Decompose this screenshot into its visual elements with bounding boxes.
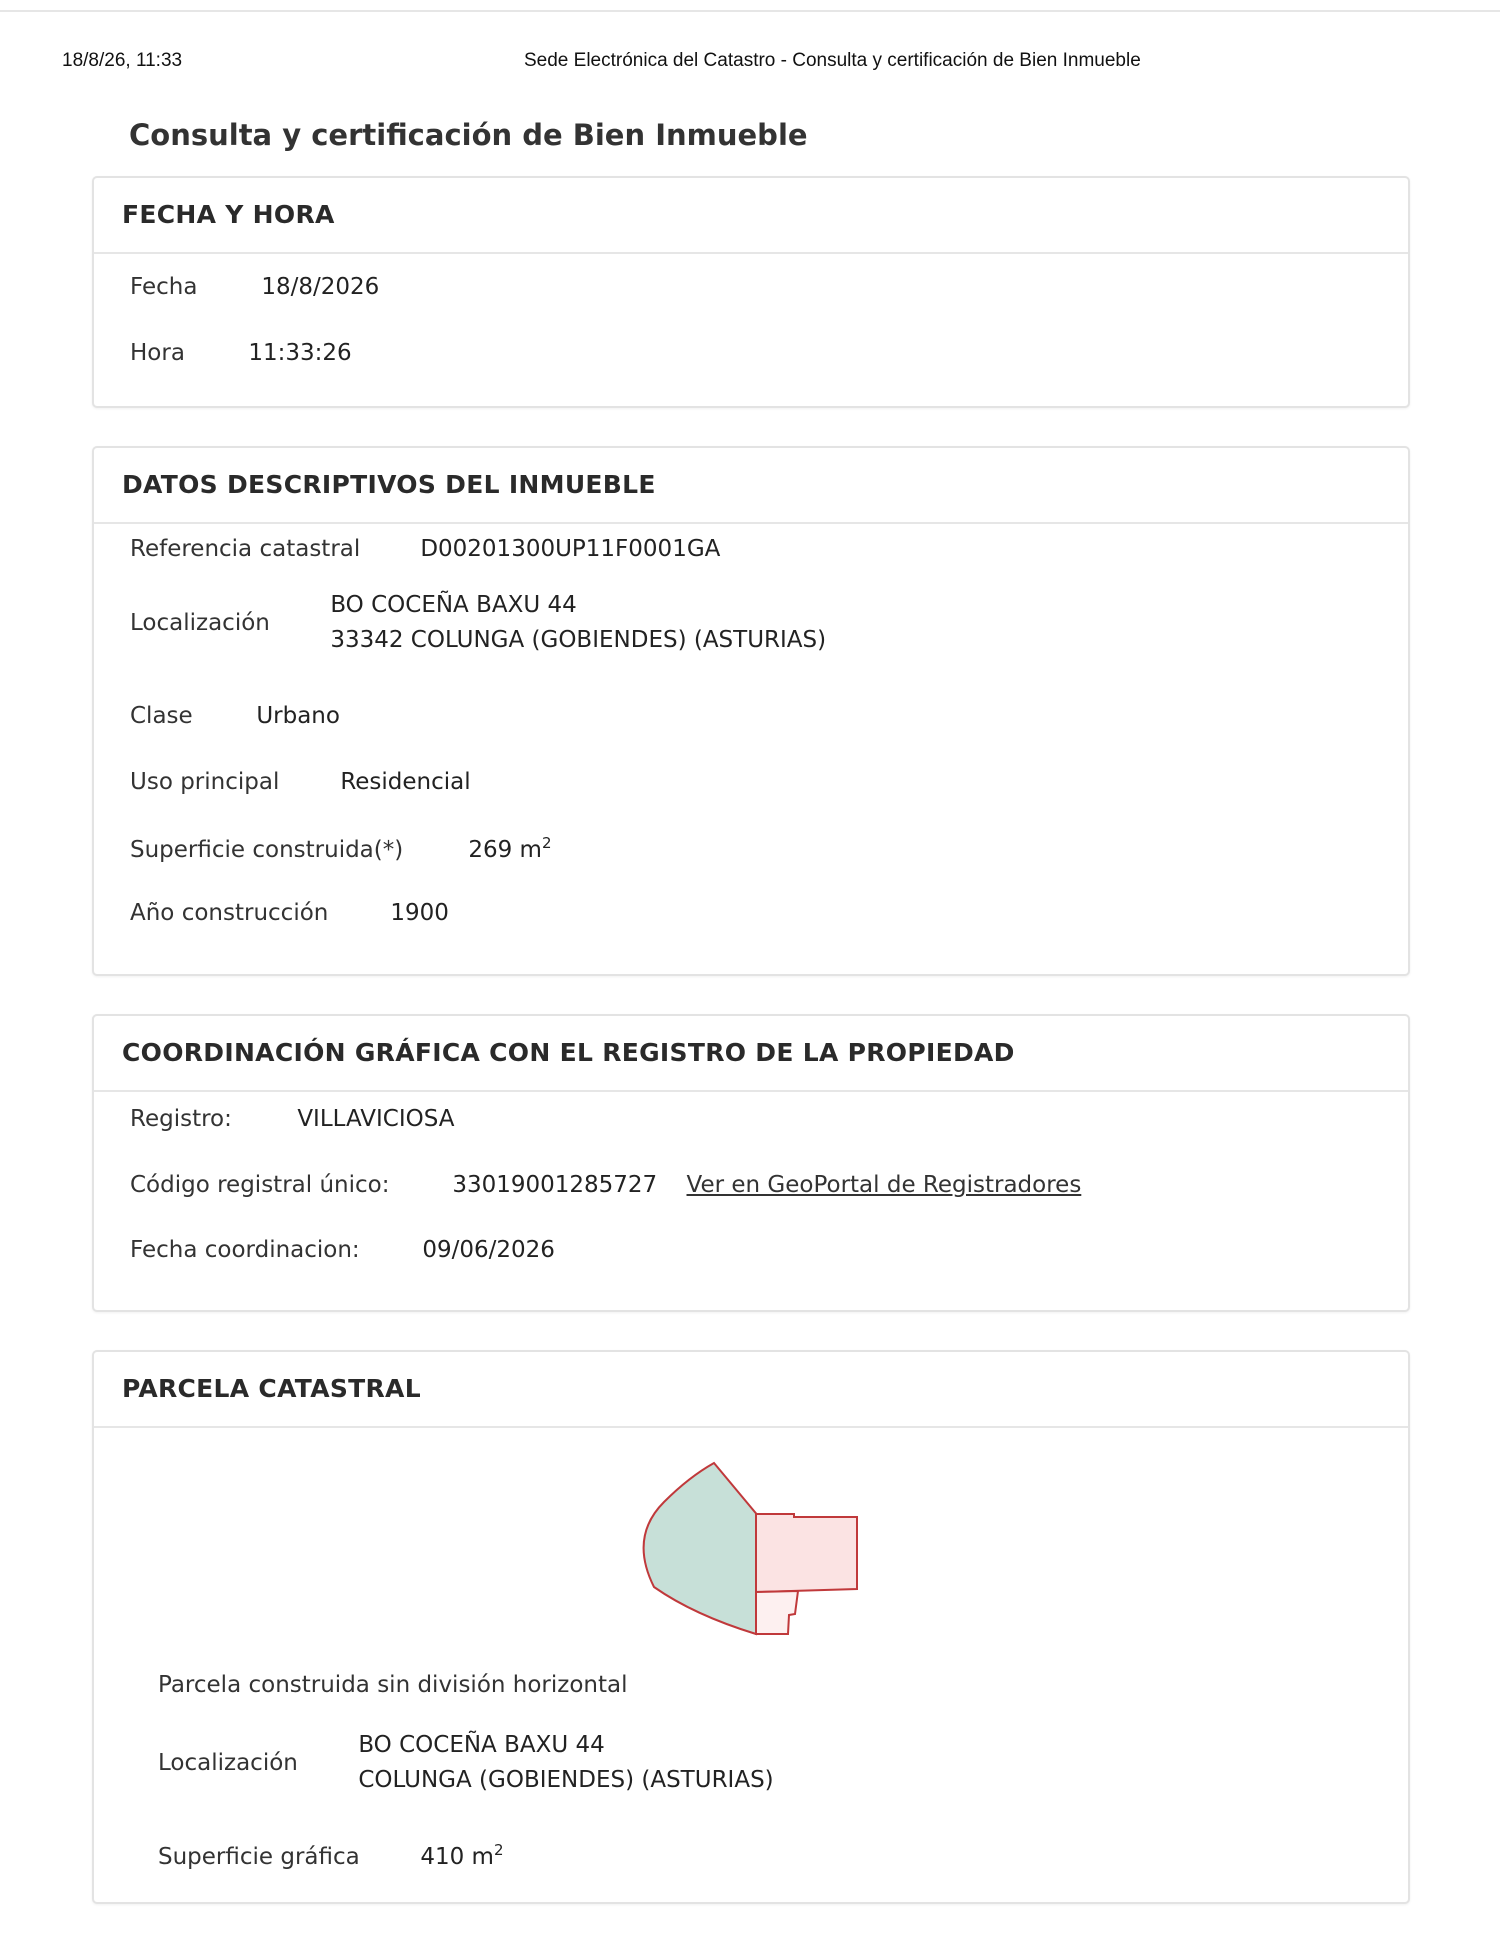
coordinacion-header: [94, 1016, 1408, 1092]
hora-row: [130, 340, 352, 366]
localizacion-label: Localización: [130, 610, 270, 636]
parcela-card: [92, 1350, 1410, 1904]
fecha-coordinacion-label: Fecha coordinacion:: [130, 1237, 360, 1263]
clase-value: Urbano: [256, 703, 340, 729]
coordinacion-heading: COORDINACIÓN GRÁFICA CON EL REGISTRO DE LA PROPIEDAD: [122, 1038, 1015, 1067]
uso-row: [130, 769, 471, 795]
parcela-descripcion: Parcela construida sin división horizontal: [158, 1672, 628, 1698]
parcela-localizacion-value: [358, 1728, 773, 1798]
localizacion-value: [330, 588, 826, 658]
top-rule: [0, 10, 1500, 12]
hora-value: 11:33:26: [248, 340, 352, 366]
parcela-superficie-number: 410 m: [420, 1844, 494, 1870]
superficie-label: Superficie construida(*): [130, 837, 404, 863]
parcel-map: [634, 1457, 894, 1647]
registro-value: VILLAVICIOSA: [297, 1106, 455, 1132]
parcela-localizacion-line2: COLUNGA (GOBIENDES) (ASTURIAS): [358, 1767, 774, 1793]
referencia-label: Referencia catastral: [130, 536, 361, 562]
parcela-heading: PARCELA CATASTRAL: [122, 1374, 421, 1403]
parcela-localizacion-label: Localización: [158, 1750, 298, 1776]
datos-heading: DATOS DESCRIPTIVOS DEL INMUEBLE: [122, 470, 656, 499]
parcela-header: [94, 1352, 1408, 1428]
uso-label: Uso principal: [130, 769, 280, 795]
print-header: [0, 50, 1500, 80]
clase-row: [130, 703, 340, 729]
codigo-label: Código registral único:: [130, 1172, 390, 1198]
localizacion-line1: BO COCEÑA BAXU 44: [330, 592, 577, 618]
referencia-value: D00201300UP11F0001GA: [420, 536, 721, 562]
referencia-row: [130, 536, 720, 562]
parcel-shape: [644, 1463, 759, 1634]
superficie-value: [468, 834, 551, 863]
fecha-label: Fecha: [130, 274, 198, 300]
coordinacion-card: [92, 1014, 1410, 1312]
datos-header: [94, 448, 1408, 524]
uso-value: Residencial: [340, 769, 471, 795]
geoportal-link[interactable]: Ver en GeoPortal de Registradores: [686, 1172, 1082, 1198]
localizacion-line2: 33342 COLUNGA (GOBIENDES) (ASTURIAS): [330, 627, 827, 653]
superficie-row: [130, 834, 551, 863]
print-page-title: Sede Electrónica del Catastro - Consulta y certificación de Bien Inmueble: [524, 50, 1141, 71]
parcela-superficie-label: Superficie gráfica: [158, 1844, 360, 1870]
superficie-exponent: 2: [541, 834, 552, 852]
page-title: Consulta y certificación de Bien Inmueble: [129, 118, 808, 152]
fecha-row: [130, 274, 379, 300]
fecha-hora-heading: FECHA Y HORA: [122, 200, 335, 229]
fecha-value: 18/8/2026: [261, 274, 380, 300]
hora-label: Hora: [130, 340, 185, 366]
building-annex-shape: [756, 1591, 798, 1634]
fecha-hora-card: [92, 176, 1410, 408]
anio-value: 1900: [390, 900, 449, 926]
codigo-value: 33019001285727: [452, 1172, 658, 1198]
parcela-localizacion-row: [158, 1728, 774, 1798]
parcela-superficie-row: [158, 1841, 503, 1870]
building-main-shape: [756, 1514, 857, 1592]
datos-descriptivos-card: [92, 446, 1410, 976]
fecha-coordinacion-value: 09/06/2026: [422, 1237, 555, 1263]
parcela-superficie-exponent: 2: [493, 1841, 504, 1859]
superficie-number: 269 m: [468, 837, 542, 863]
registro-row: [130, 1106, 454, 1132]
fecha-hora-header: [94, 178, 1408, 254]
print-datetime: 18/8/26, 11:33: [62, 50, 183, 71]
clase-label: Clase: [130, 703, 193, 729]
anio-label: Año construcción: [130, 900, 329, 926]
anio-row: [130, 900, 449, 926]
parcela-superficie-value: [420, 1841, 503, 1870]
fecha-coordinacion-row: [130, 1237, 555, 1263]
codigo-row: [130, 1172, 1081, 1198]
localizacion-row: [130, 588, 826, 658]
registro-label: Registro:: [130, 1106, 232, 1132]
parcela-localizacion-line1: BO COCEÑA BAXU 44: [358, 1732, 605, 1758]
